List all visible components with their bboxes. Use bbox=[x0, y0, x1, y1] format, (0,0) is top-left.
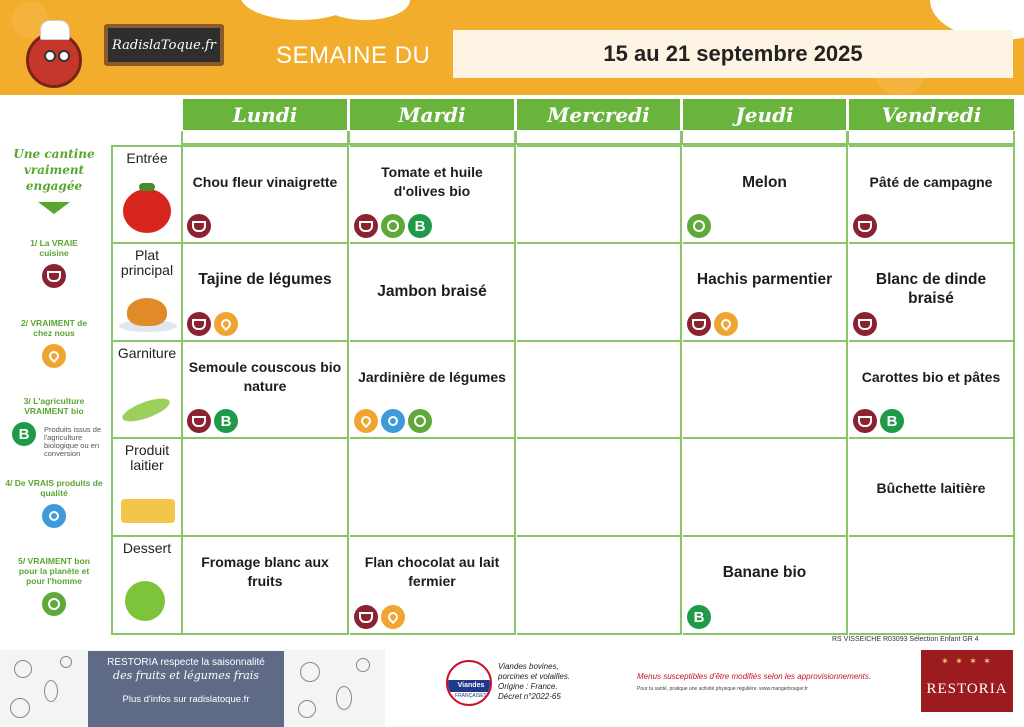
dish-name: Banane bio bbox=[722, 564, 807, 581]
menu-cell-garniture-vendredi bbox=[849, 340, 1015, 439]
menu-cell-plat-lundi bbox=[181, 242, 349, 342]
bio-note: Produits issus de l'agriculture biologique ou en conversion bbox=[44, 425, 102, 458]
engagement-item-2: 2/ VRAIMENT de chez nous bbox=[0, 318, 108, 368]
dish-name: Pâté de campagne bbox=[869, 174, 993, 190]
dish-labels bbox=[687, 605, 711, 629]
dish-labels bbox=[853, 312, 877, 336]
peas-icon bbox=[120, 394, 172, 426]
dish-name: Carottes bio et pâtes bbox=[861, 369, 1001, 385]
menu-cell-dessert-mardi bbox=[350, 535, 516, 635]
dish-labels bbox=[853, 214, 877, 238]
apple-icon bbox=[125, 581, 165, 621]
dish-labels bbox=[187, 409, 238, 433]
dish-labels bbox=[687, 214, 711, 238]
saisonnalite-banner: RESTORIA respecte la saisonnalité des fruits et légumes frais Plus d'infos sur radislatoque.fr bbox=[88, 651, 284, 727]
viandes-francaises-logo: Viandes FRANÇAISES bbox=[446, 660, 492, 706]
cheese-icon bbox=[121, 499, 175, 523]
dish-name: Hachis parmentier bbox=[696, 271, 833, 288]
day-header-mercredi: Mercredi bbox=[517, 99, 680, 130]
berry-doodle-icon bbox=[356, 658, 370, 672]
pear-doodle-icon bbox=[44, 680, 58, 702]
menu-cell-plat-jeudi bbox=[683, 242, 848, 342]
day-header-jeudi: Jeudi bbox=[683, 99, 846, 130]
header-spacer bbox=[847, 131, 1015, 145]
pot-icon bbox=[187, 312, 211, 336]
pot-icon bbox=[853, 409, 877, 433]
quality-medal-icon bbox=[42, 504, 66, 528]
local-pin-icon bbox=[381, 605, 405, 629]
menu-cell-garniture-jeudi bbox=[683, 340, 848, 439]
roast-chicken-icon bbox=[127, 298, 167, 326]
menu-cell-dessert-mercredi bbox=[517, 535, 682, 635]
date-range: 15 au 21 septembre 2025 bbox=[453, 30, 1013, 78]
quality-medal-icon bbox=[381, 409, 405, 433]
local-pin-icon bbox=[214, 312, 238, 336]
apple-doodle-icon bbox=[298, 700, 316, 718]
dish-name: Fromage blanc aux fruits bbox=[201, 554, 329, 589]
cherry-doodle-icon bbox=[60, 656, 72, 668]
fruit-doodle-icon bbox=[14, 660, 32, 678]
bio-icon: B bbox=[687, 605, 711, 629]
header-spacer bbox=[348, 131, 516, 145]
planet-leaf-icon bbox=[381, 214, 405, 238]
restoria-stars-icon: ✶ ✶ ✶ ✶ bbox=[941, 656, 993, 666]
chef-hat-icon bbox=[40, 20, 70, 40]
dish-labels bbox=[853, 409, 904, 433]
row-label-entree: Entrée bbox=[111, 145, 183, 244]
dish-name: Tomate et huile d'olives bio bbox=[381, 164, 483, 199]
menu-cell-laitier-jeudi bbox=[683, 437, 848, 537]
dish-name: Jambon braisé bbox=[377, 283, 487, 300]
chef-eye-icon bbox=[58, 50, 70, 62]
menu-cell-entree-mercredi bbox=[517, 145, 682, 244]
sidebar-title: Une cantine vraiment engagée bbox=[13, 147, 95, 193]
bio-icon: B bbox=[880, 409, 904, 433]
menu-cell-laitier-lundi bbox=[181, 437, 349, 537]
cloud-decoration bbox=[320, 0, 410, 20]
apple-doodle-icon bbox=[10, 698, 30, 718]
engagement-item-1: 1/ La VRAIE cuisine bbox=[0, 238, 108, 288]
engagement-sidebar bbox=[0, 140, 108, 630]
menu-cell-plat-mercredi bbox=[517, 242, 682, 342]
pepper-doodle-icon bbox=[336, 686, 352, 710]
menu-cell-garniture-mercredi bbox=[517, 340, 682, 439]
menu-cell-plat-vendredi bbox=[849, 242, 1015, 342]
dish-labels bbox=[687, 312, 738, 336]
bio-icon: B bbox=[214, 409, 238, 433]
dish-labels bbox=[187, 312, 238, 336]
pot-icon bbox=[187, 214, 211, 238]
radislatoque-logo bbox=[18, 14, 228, 86]
menu-cell-laitier-vendredi bbox=[849, 437, 1015, 537]
menu-cell-laitier-mardi bbox=[350, 437, 516, 537]
dish-name: Chou fleur vinaigrette bbox=[192, 174, 338, 190]
dish-name: Semoule couscous bio nature bbox=[188, 359, 342, 394]
day-header-vendredi: Vendredi bbox=[849, 99, 1014, 130]
dish-labels bbox=[354, 605, 405, 629]
bio-icon: B bbox=[408, 214, 432, 238]
dish-labels bbox=[354, 214, 432, 238]
chef-eye-icon bbox=[44, 50, 56, 62]
dish-labels bbox=[187, 214, 211, 238]
banner-website-link[interactable]: Plus d'infos sur radislatoque.fr bbox=[122, 694, 250, 705]
pot-icon bbox=[687, 312, 711, 336]
pot-icon bbox=[42, 264, 66, 288]
planet-leaf-icon bbox=[42, 592, 66, 616]
fruit-doodle-icon bbox=[300, 662, 320, 682]
viandes-origine-text: Viandes bovines, porcines et volailles. Origine : France. Décret n°2022-65 bbox=[498, 662, 571, 701]
tomato-icon bbox=[123, 189, 171, 233]
day-header-mardi: Mardi bbox=[350, 99, 514, 130]
row-label-dessert: Dessert bbox=[111, 535, 183, 635]
dish-name: Flan chocolat au lait fermier bbox=[364, 554, 500, 589]
local-pin-icon bbox=[354, 409, 378, 433]
semaine-label: SEMAINE DU bbox=[276, 42, 431, 69]
row-label-plat: Plat principal bbox=[111, 242, 183, 342]
planet-leaf-icon bbox=[687, 214, 711, 238]
pot-icon bbox=[853, 312, 877, 336]
dish-name: Jardinière de légumes bbox=[358, 369, 506, 385]
menu-cell-dessert-vendredi bbox=[849, 535, 1015, 635]
restoria-logo: ✶ ✶ ✶ ✶ RESTORIA bbox=[921, 650, 1013, 712]
menu-cell-dessert-lundi bbox=[181, 535, 349, 635]
menu-cell-entree-vendredi bbox=[849, 145, 1015, 244]
menu-cell-entree-lundi bbox=[181, 145, 349, 244]
planet-leaf-icon bbox=[408, 409, 432, 433]
local-pin-icon bbox=[42, 344, 66, 368]
engagement-item-5: 5/ VRAIMENT bon pour la planète et pour l'homme bbox=[0, 556, 108, 616]
menu-cell-dessert-jeudi bbox=[683, 535, 848, 635]
pot-icon bbox=[187, 409, 211, 433]
menu-cell-entree-mardi bbox=[350, 145, 516, 244]
header-banner bbox=[0, 0, 1024, 95]
dish-name: Blanc de dinde braisé bbox=[875, 271, 987, 307]
menus-modification-note: Menus susceptibles d'être modifiés selon les approvisionnements. bbox=[637, 672, 872, 681]
dish-labels bbox=[354, 409, 432, 433]
header-spacer bbox=[181, 131, 349, 145]
bio-icon: B bbox=[12, 422, 36, 446]
dish-name: Bûchette laitière bbox=[876, 480, 986, 496]
header-spacer bbox=[681, 131, 848, 145]
logo-chalkboard: RadislaToque.fr bbox=[104, 24, 224, 66]
sante-note: Pour ta santé, pratique une activité physique régulière. www.mangerbouger.fr bbox=[637, 686, 808, 692]
pot-icon bbox=[354, 605, 378, 629]
dish-name: Melon bbox=[742, 174, 787, 191]
local-pin-icon bbox=[714, 312, 738, 336]
header-spacer bbox=[515, 131, 682, 145]
menu-reference: RS VISSEICHE R03093 Sélection Enfant GR 4 bbox=[832, 636, 979, 643]
arrow-down-icon bbox=[38, 202, 70, 214]
menu-cell-plat-mardi bbox=[350, 242, 516, 342]
pot-icon bbox=[853, 214, 877, 238]
menu-cell-garniture-mardi bbox=[350, 340, 516, 439]
menu-cell-laitier-mercredi bbox=[517, 437, 682, 537]
dish-name: Tajine de légumes bbox=[198, 271, 332, 288]
day-header-lundi: Lundi bbox=[183, 99, 347, 130]
row-label-garniture: Garniture bbox=[111, 340, 183, 439]
tomato-leaf-icon bbox=[139, 183, 155, 191]
row-label-laitier: Produit laitier bbox=[111, 437, 183, 537]
menu-cell-entree-jeudi bbox=[683, 145, 848, 244]
engagement-item-3: 3/ L'agriculture VRAIMENT bio B Produits issus de l'agriculture biologique ou en conversion bbox=[0, 396, 108, 456]
engagement-item-4: 4/ De VRAIS produits de qualité bbox=[0, 478, 108, 528]
menu-cell-garniture-lundi bbox=[181, 340, 349, 439]
pot-icon bbox=[354, 214, 378, 238]
